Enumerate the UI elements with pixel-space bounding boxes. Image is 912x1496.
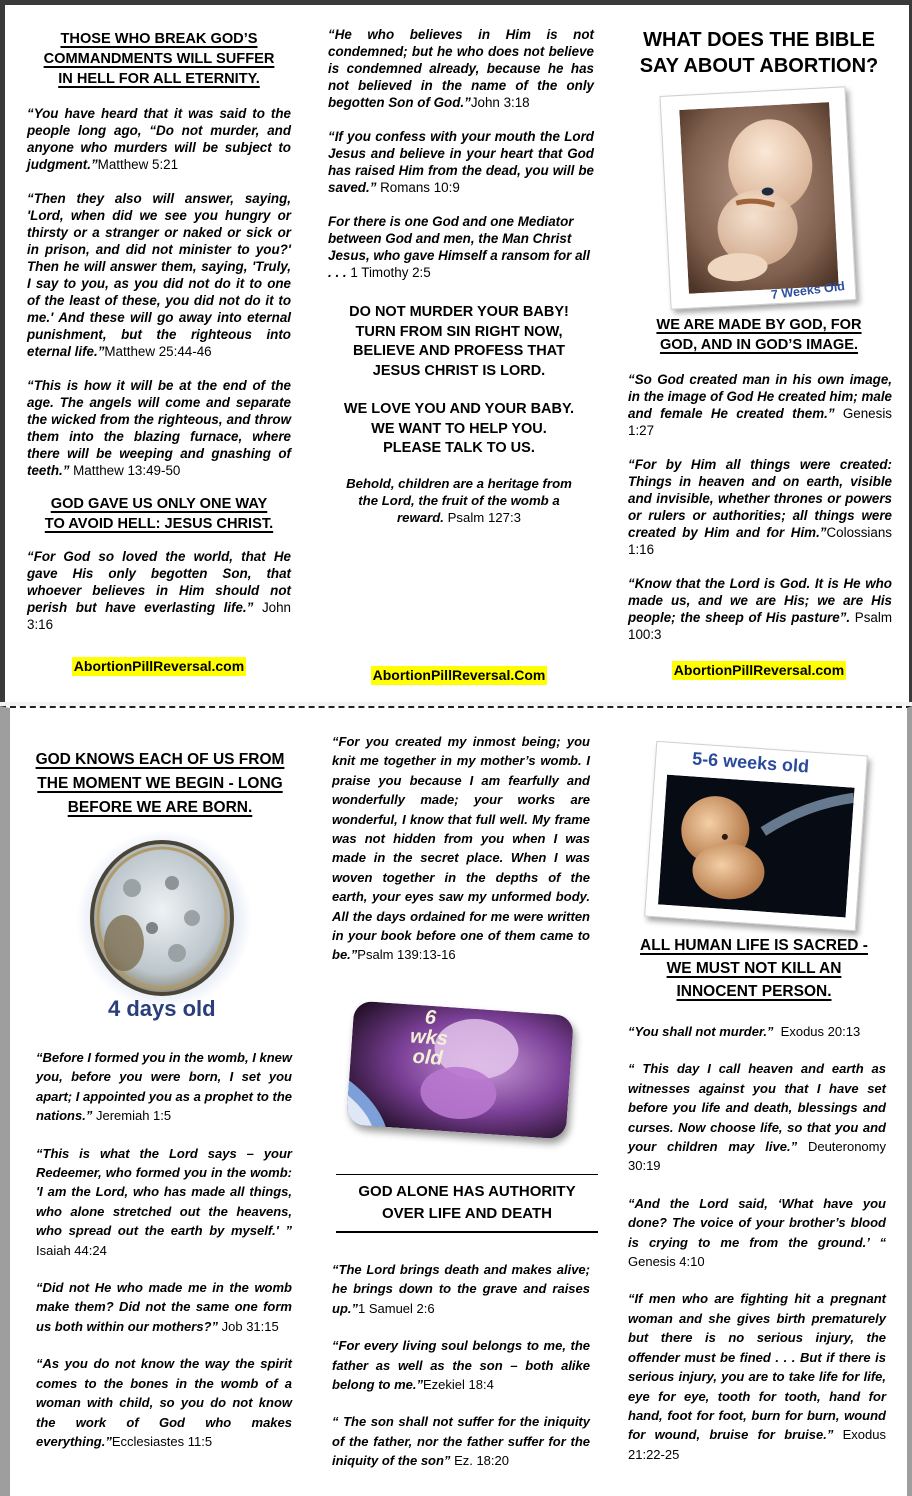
verse-reference: Matthew 5:21	[97, 157, 179, 172]
verse-reference: Ezekiel 18:4	[423, 1377, 494, 1393]
verse-quote: “For you created my inmost being; you knit me together in my mother’s womb. I praise you because I am fearfully and wonderfully made; your works are wonderful, I know that full well. My frame was not hidden from you when I was made in the secret place. When I was woven together in the depths of the earth, your eyes saw my unformed body. All the days ordained for me were written in your book before one of them came to be.”	[332, 734, 590, 963]
verse	[628, 1022, 886, 1041]
verse-reference: Exodus 20:13	[780, 1024, 861, 1039]
verse-reference: John 3:16	[27, 600, 291, 632]
verse-reference: 1 Samuel 2:6	[358, 1300, 435, 1316]
front-column-3-verses	[628, 371, 892, 660]
verse	[27, 105, 291, 173]
embryo-photo-6-weeks	[346, 1000, 574, 1139]
section-heading-sacred	[622, 934, 886, 1003]
verse-quote: “Then they also will answer, saying, 'Lord, when did we see you hungry or thirsty or a stranger or naked or sick or in prison, and did not minister to you?' Then he will answer them, saying, 'Truly, I say to you, as you did not do it to one of the least of these, you did not do it to me.' And these will go away into eternal punishment, but the righteous into eternal life.”	[27, 191, 291, 359]
verse-quote: “You shall not murder.”	[628, 1024, 774, 1039]
verse-reference: Colossians 1:16	[628, 525, 892, 557]
verse-reference: 1 Timothy 2:5	[350, 265, 431, 280]
verse-quote: “If you confess with your mouth the Lord Jesus and believe in your heart that God has raised Him from the dead, you will be saved.”	[328, 129, 594, 195]
verse-quote: “This is what the Lord says – your Redeemer, who formed you in the womb: 'I am the Lord, who has made all things, who alone stretched out the heavens, who spread out the earth by myself.' ”	[36, 1145, 292, 1239]
caption-line: old	[411, 1045, 444, 1070]
front-column-3	[619, 27, 899, 79]
verse	[332, 732, 590, 965]
verse-reference: Jeremiah 1:5	[95, 1108, 172, 1124]
verse	[328, 213, 594, 281]
cta-line: TURN FROM SIN RIGHT NOW,	[355, 323, 563, 340]
photo-caption: 7 Weeks Old	[770, 279, 846, 302]
closing-verse	[335, 475, 583, 526]
section-heading-one-way	[27, 494, 291, 534]
embryo-photo-7-weeks	[660, 86, 857, 309]
heading-line: ALL HUMAN LIFE IS SACRED -	[640, 937, 868, 954]
verse	[36, 1278, 292, 1336]
inside-column-2-verses	[332, 1260, 590, 1471]
photo-caption: 4 days old	[108, 996, 216, 1021]
cta-line: DO NOT MURDER YOUR BABY!	[349, 304, 569, 320]
verse-reference: Deuteronomy 30:19	[628, 1139, 886, 1174]
verse	[27, 190, 291, 360]
love-message	[317, 400, 601, 459]
front-column-1	[27, 29, 291, 650]
website-link[interactable]: AbortionPillReversal.com	[673, 662, 845, 678]
verse-quote: “Before I formed you in the womb, I knew you, before you were born, I set you apart; I appointed you as a prophet to the nations.”	[36, 1050, 292, 1124]
embryo-photo-4-days	[72, 828, 252, 1028]
website-link[interactable]: AbortionPillReversal.com	[73, 658, 245, 674]
verse-reference: Psalm 139:13-16	[357, 947, 456, 963]
verse	[628, 371, 892, 439]
tract-page-front	[0, 0, 912, 702]
verse	[628, 1289, 886, 1464]
verse-quote: “And the Lord said, ‘What have you done? The voice of your brother’s blood is crying to me from the ground.’ “	[628, 1195, 886, 1250]
heading-line: GOD KNOWS EACH OF US FROM	[35, 751, 285, 768]
verse-reference: Exodus 21:22-25	[628, 1427, 886, 1462]
verse-reference: Genesis 1:27	[628, 406, 892, 438]
love-line: WE LOVE YOU AND YOUR BABY.	[343, 401, 575, 417]
caption-line: wks	[409, 1025, 449, 1051]
embryo-illustration	[679, 102, 838, 294]
heading-line: THOSE WHO BREAK GOD’S	[60, 31, 258, 47]
verse	[628, 575, 892, 643]
verse	[328, 128, 594, 196]
verse-quote: “If men who are fighting hit a pregnant woman and she gives birth prematurely but there is no serious injury, the offender must be fined . . . But if there is serious injury, you are to take life for life, eye for eye, tooth for tooth, hand for hand, foot for foot, burn for burn, wound for wound, bruise for bruise.”	[628, 1291, 886, 1443]
verse-reference: John 3:18	[470, 95, 530, 110]
verse-reference: Romans 10:9	[380, 180, 460, 195]
rule-bottom	[336, 1231, 598, 1233]
verse	[332, 1336, 590, 1394]
tract-title-line: SAY ABOUT ABORTION?	[639, 55, 879, 77]
tract-title-line: WHAT DOES THE BIBLE	[643, 29, 875, 51]
heading-line: WE ARE MADE BY GOD, FOR	[656, 317, 862, 333]
cta-line: BELIEVE AND PROFESS THAT	[353, 343, 565, 359]
section-heading-authority	[336, 1175, 598, 1231]
verse-quote: Behold, children are a heritage from the Lord, the fruit of the womb a reward.	[346, 476, 572, 525]
verse	[27, 377, 291, 479]
verse-reference: Matthew 13:49-50	[73, 463, 181, 478]
heading-line: INNOCENT PERSON.	[676, 983, 832, 1000]
verse-reference: Matthew 25:44-46	[104, 344, 212, 359]
verse-quote: “Know that the Lord is God. It is He who made us, and we are His; we are His people; the sheep of His pasture”.	[628, 576, 892, 625]
blastocyst-illustration	[72, 828, 252, 1008]
verse-quote: “ This day I call heaven and earth as witnesses against you that I have set before you life and death, blessings and curses. Now choose life, so that you and your children may live.”	[628, 1061, 886, 1155]
verse-reference: Job 31:15	[221, 1318, 279, 1334]
verse	[628, 1059, 886, 1175]
caption-line: 6	[424, 1006, 437, 1030]
website-link-wrap	[317, 666, 601, 685]
love-line: WE WANT TO HELP YOU.	[371, 420, 547, 437]
front-column-2	[328, 26, 594, 298]
verse-reference: Ecclesiastes 11:5	[111, 1433, 213, 1449]
heading-line: GOD ALONE HAS AUTHORITY	[358, 1183, 576, 1200]
inside-column-1-verses	[36, 1048, 292, 1451]
heading-line: BEFORE WE ARE BORN.	[67, 799, 253, 816]
heading-line: THE MOMENT WE BEGIN - LONG	[37, 775, 283, 792]
heading-line: GOD GAVE US ONLY ONE WAY	[50, 496, 268, 512]
verse	[332, 1412, 590, 1470]
photo-caption: 5-6 weeks old	[691, 748, 810, 777]
verse-quote: “This is how it will be at the end of the age. The angels will come and separate the wicked from the righteous, and throw them into the blazing furnace, where there will be weeping and gnashing of teeth.”	[27, 378, 291, 478]
verse-quote: “For God so loved the world, that He gave His only begotten Son, that whoever believes in Him should not perish but have everlasting life.”	[27, 549, 291, 615]
heading-line: GOD, AND IN GOD’S IMAGE.	[659, 337, 859, 353]
website-link-wrap	[27, 657, 291, 676]
heading-line: WE MUST NOT KILL AN	[666, 960, 842, 977]
love-line: PLEASE TALK TO US.	[383, 440, 535, 456]
verse	[328, 26, 594, 111]
inside-column-2	[332, 732, 590, 965]
verse-quote: For there is one God and one Mediator between God and men, the Man Christ Jesus, who gave Himself a ransom for all . . .	[328, 214, 590, 280]
inside-column-3-verses	[628, 1022, 886, 1464]
verse-reference: Psalm 100:3	[628, 610, 892, 642]
verse	[36, 1144, 292, 1260]
verse-reference: Genesis 4:10	[628, 1254, 705, 1270]
verse-quote: “For every living soul belongs to me, the father as well as the son – both alike belong to me.”	[332, 1338, 590, 1393]
tract-page-inside	[0, 706, 912, 1496]
section-heading-god-knows	[28, 748, 292, 820]
section-heading-authority-wrap	[336, 1174, 598, 1233]
ultrasound-illustration	[346, 1000, 574, 1139]
verse	[332, 1260, 590, 1318]
embryo-illustration	[658, 775, 855, 918]
call-to-action	[317, 303, 601, 381]
verse	[628, 1194, 886, 1272]
verse-quote: “As you do not know the way the spirit comes to the bones in the womb of a woman with child, so you do not know the work of God who makes everything.”	[36, 1356, 292, 1449]
verse-quote: “So God created man in his own image, in the image of God He created him; male and female He created them.”	[628, 372, 892, 421]
verse-quote: “He who believes in Him is not condemned; but he who does not believe is condemned already, because he has not believed in the name of the only begotten Son of God.”	[328, 27, 594, 110]
section-heading-hell	[27, 29, 291, 89]
verse-quote: “Did not He who made me in the womb make them? Did not the same one form us both within our mothers?”	[36, 1280, 292, 1334]
section-heading-made-by-god	[619, 315, 899, 355]
verse-reference: Isaiah 44:24	[36, 1242, 107, 1258]
verse-quote: “For by Him all things were created: Things in heaven and on earth, visible and invisible, whether thrones or powers or rulers or authorities; all things were created by Him and for Him.”	[628, 457, 892, 540]
verse-reference: Ez. 18:20	[454, 1453, 509, 1469]
verse	[36, 1354, 292, 1451]
verse	[36, 1048, 292, 1126]
website-link[interactable]: AbortionPillReversal.Com	[372, 667, 546, 683]
verse	[27, 548, 291, 633]
heading-line: TO AVOID HELL: JESUS CHRIST.	[44, 516, 274, 532]
verse-quote: “ The son shall not suffer for the iniquity of the father, nor the father suffer for the iniquity of the son”	[332, 1414, 590, 1469]
verse-reference: Psalm 127:3	[447, 510, 521, 525]
heading-line: OVER LIFE AND DEATH	[381, 1205, 552, 1222]
verse-quote: “You have heard that it was said to the people long ago, “Do not murder, and anyone who murders will be subject to judgment.”	[27, 106, 291, 172]
heading-line: IN HELL FOR ALL ETERNITY.	[58, 71, 260, 87]
photo-caption	[408, 1007, 450, 1069]
website-link-wrap	[619, 661, 899, 680]
verse-quote: “The Lord brings death and makes alive; he brings down to the grave and raises up.”	[332, 1262, 590, 1316]
verse	[628, 456, 892, 558]
cta-line: JESUS CHRIST IS LORD.	[372, 362, 546, 379]
heading-line: COMMANDMENTS WILL SUFFER	[43, 51, 275, 67]
embryo-photo-5-6-weeks	[644, 741, 868, 931]
